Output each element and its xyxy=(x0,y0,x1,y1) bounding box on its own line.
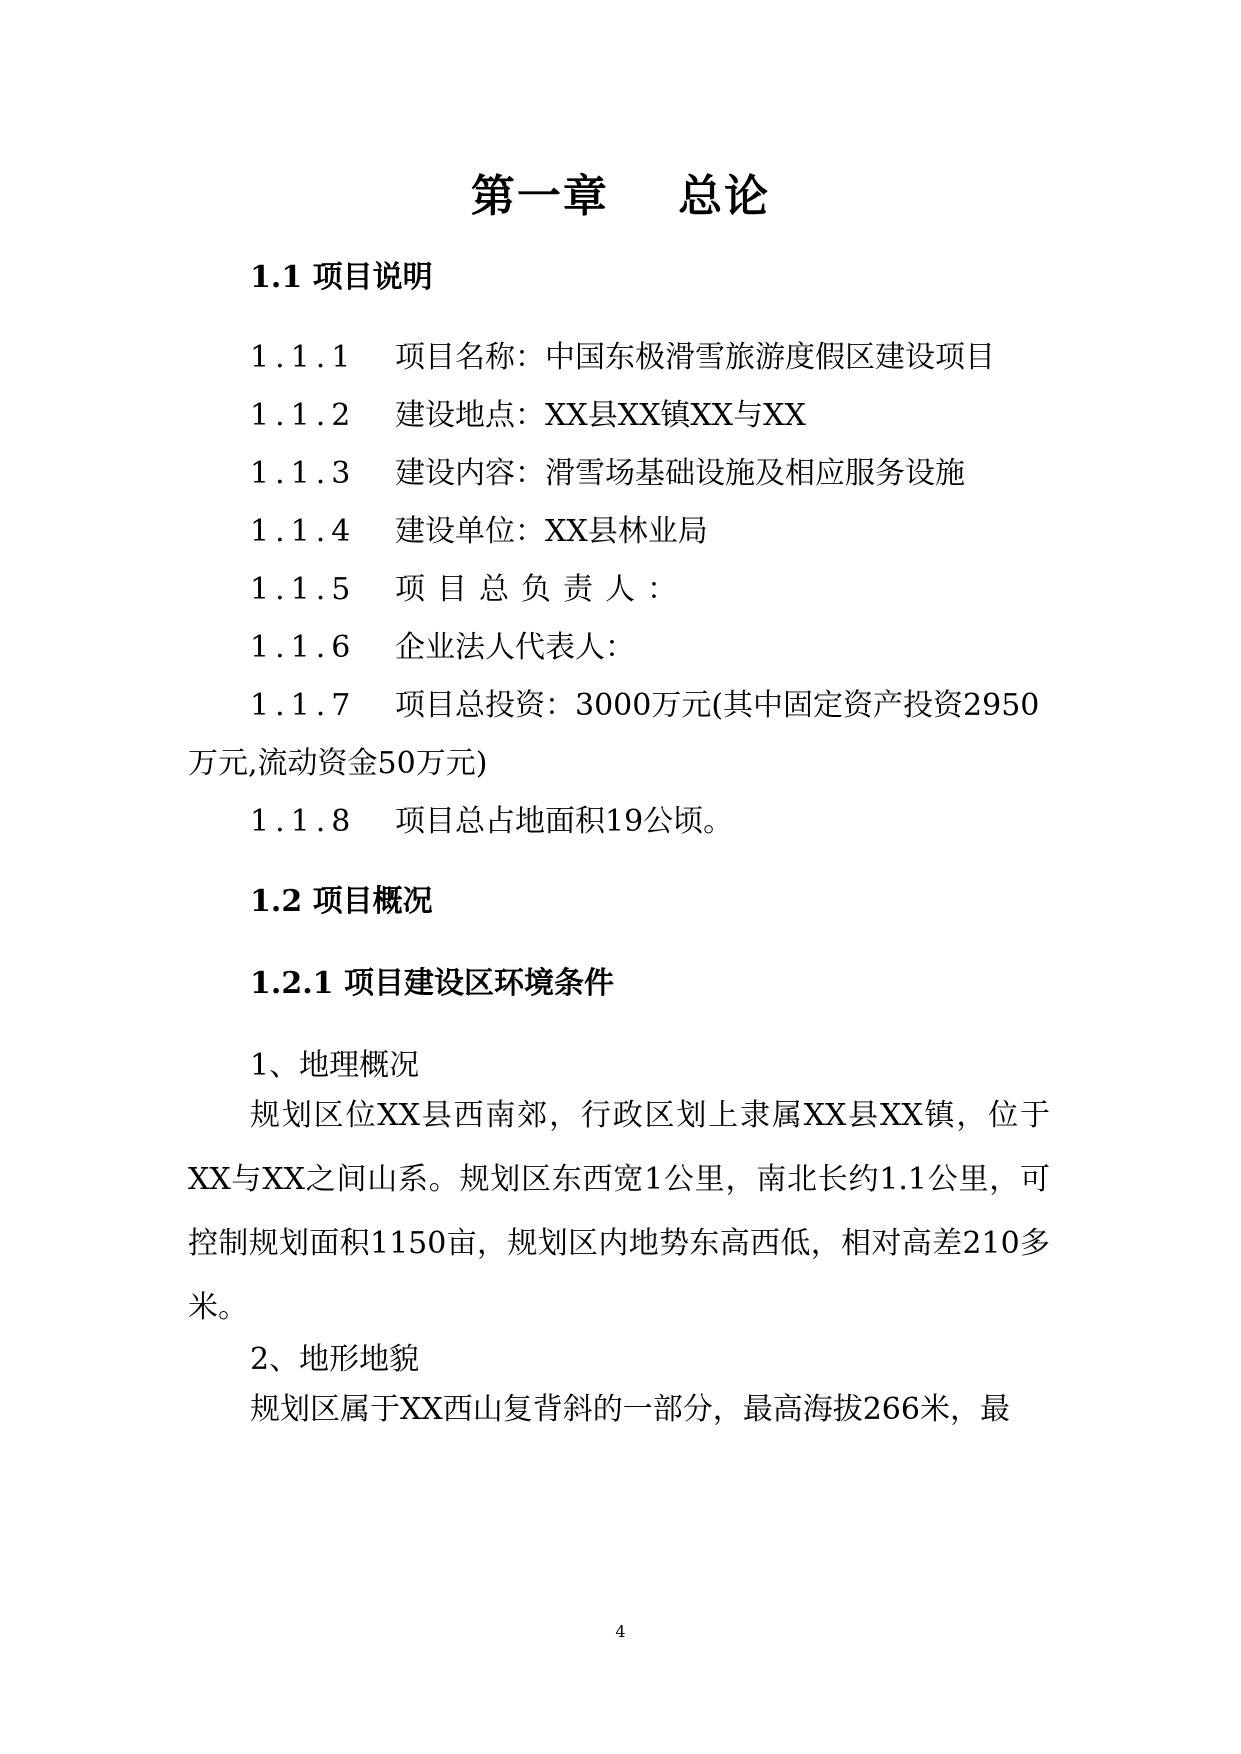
item-text: 建设内容：滑雪场基础设施及相应服务设施 xyxy=(395,456,965,491)
project-item-1-1-6 xyxy=(250,622,635,666)
terrain-paragraph: 规划区属于XX西山复背斜的一部分，最高海拔266米，最 xyxy=(250,1392,1010,1427)
item-text: 建设单位：XX县林业局 xyxy=(395,514,708,549)
project-item-1-1-8 xyxy=(250,796,733,840)
item-number: 1.1.8 xyxy=(250,804,357,839)
item-number: 1.1.3 xyxy=(250,456,357,491)
project-item-1-1-4 xyxy=(250,506,708,550)
project-item-1-1-3 xyxy=(250,448,965,492)
item-number: 1.1.2 xyxy=(250,398,357,433)
project-item-1-1-1 xyxy=(250,332,995,376)
subsection-heading-1-2-1: 1.2.1 项目建设区环境条件 xyxy=(250,966,614,1001)
project-item-1-1-5 xyxy=(250,564,689,608)
chapter-title: 第一章 总论 xyxy=(470,171,771,222)
section-heading-1-2: 1.2 项目概况 xyxy=(250,884,433,919)
item-number: 1.1.4 xyxy=(250,514,357,549)
project-item-1-1-7-continuation: 万元,流动资金50万元) xyxy=(188,746,488,781)
item-text: 企业法人代表人： xyxy=(395,630,635,665)
geo-paragraph: 规划区位XX县西南郊，行政区划上隶属XX县XX镇，位于XX与XX之间山系。规划区东西宽1公里，南北长约1.1公里，可控制规划面积1150亩，规划区内地势东高西低，相对高差210多米。 xyxy=(188,1098,1050,1325)
geo-title: 1、地理概况 xyxy=(250,1048,420,1083)
terrain-title: 2、地形地貌 xyxy=(250,1342,420,1377)
item-text: 项目总投资：3000万元(其中固定资产投资2950 xyxy=(395,688,1040,723)
item-number: 1.1.5 xyxy=(250,572,357,607)
project-item-1-1-2 xyxy=(250,390,806,434)
item-text: 项目总占地面积19公顷。 xyxy=(395,804,734,839)
item-text: 项目总负责人： xyxy=(395,572,689,607)
item-number: 1.1.7 xyxy=(250,688,357,723)
page-number: 4 xyxy=(615,1622,626,1641)
project-item-1-1-7 xyxy=(250,680,1039,724)
section-heading-1-1: 1.1 项目说明 xyxy=(250,260,433,295)
item-number: 1.1.6 xyxy=(250,630,357,665)
item-number: 1.1.1 xyxy=(250,340,357,375)
item-text: 项目名称：中国东极滑雪旅游度假区建设项目 xyxy=(395,340,995,375)
item-text: 建设地点：XX县XX镇XX与XX xyxy=(395,398,806,433)
